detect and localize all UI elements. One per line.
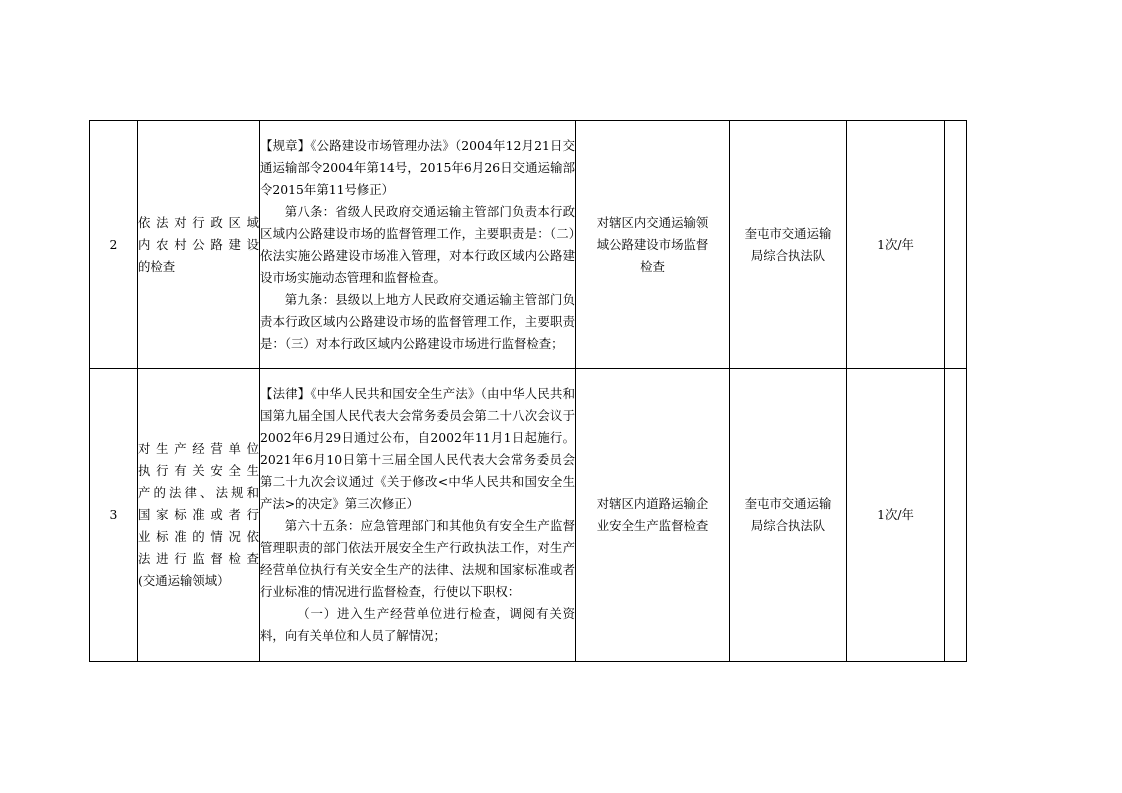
item-line: 对生产经营单位 <box>138 441 259 456</box>
scope-line: 对辖区内交通运输领 <box>596 214 709 230</box>
scope-line: 对辖区内道路运输企 <box>596 496 709 511</box>
item-line: 内农村公路建设 <box>138 236 259 252</box>
subject-line: 局综合执法队 <box>750 518 826 533</box>
item-line: 国家标准或者行 <box>138 507 259 522</box>
item-line: 业标准的情况依 <box>138 529 259 544</box>
basis-paragraph: 第九条：县级以上地方人民政府交通运输主管部门负责本行政区域内公路建设市场的监督管理工作，主要职责是：（三）对本行政区域内公路建设市场进行监督检查； <box>260 291 575 351</box>
legal-basis <box>260 369 576 662</box>
remark-cell <box>945 121 967 369</box>
subject-line: 奎屯市交通运输 <box>744 225 832 241</box>
inspection-subject <box>730 369 847 662</box>
basis-paragraph: （一）进入生产经营单位进行检查，调阅有关资料，向有关单位和人员了解情况； <box>260 606 575 643</box>
basis-paragraph: 【法律】《中华人民共和国安全生产法》（由中华人民共和国第九届全国人民代表大会常务委员会第二十八次会议于2002年6月29日通过公布，自2002年11月1日起施行。 2021年6月10日第十三届全国人民代表大会常务委员会第二十九次会议通过《关于修改<中华人民共和国安全生产法>的决定》第三次修正） <box>260 386 575 511</box>
row-number: 2 <box>90 121 138 369</box>
item-line: 产的法律、法规和 <box>138 485 259 500</box>
inspection-scope <box>576 369 730 662</box>
inspection-subject <box>730 121 847 369</box>
table-row <box>90 121 967 369</box>
item-line: 的检查 <box>138 258 176 274</box>
subject-line: 奎屯市交通运输 <box>744 496 832 511</box>
item-line: 执行有关安全生 <box>138 463 259 478</box>
scope-line: 业安全生产监督检查 <box>596 518 709 533</box>
item-line: 法进行监督检查 <box>138 551 259 566</box>
basis-paragraph: 第八条：省级人民政府交通运输主管部门负责本行政区域内公路建设市场的监督管理工作，主要职责是：（二）依法实施公路建设市场准入管理，对本行政区域内公路建设市场实施动态管理和监督检查。 <box>260 203 575 285</box>
inspection-frequency: 1次/年 <box>847 369 945 662</box>
subject-line: 局综合执法队 <box>750 247 826 263</box>
item-line: (交通运输领域） <box>138 573 230 588</box>
basis-paragraph: 第六十五条：应急管理部门和其他负有安全生产监督管理职责的部门依法开展安全生产行政执法工作，对生产经营单位执行有关安全生产的法律、法规和国家标准或者行业标准的情况进行监督检查，行使以下职权： <box>260 518 575 599</box>
scope-line: 域公路建设市场监督 <box>596 236 709 252</box>
table-row <box>90 369 967 662</box>
scope-line: 检查 <box>640 258 665 274</box>
legal-basis <box>260 121 576 369</box>
inspection-scope <box>576 121 730 369</box>
inspection-item <box>138 369 260 662</box>
basis-paragraph: 【规章】《公路建设市场管理办法》（2004年12月21日交通运输部令2004年第14号，2015年6月26日交通运输部令2015年第11号修正） <box>260 137 575 197</box>
inspection-table <box>89 120 967 662</box>
inspection-item <box>138 121 260 369</box>
item-line: 依法对行政区域 <box>138 214 259 230</box>
remark-cell <box>945 369 967 662</box>
row-number: 3 <box>90 369 138 662</box>
inspection-frequency: 1次/年 <box>847 121 945 369</box>
